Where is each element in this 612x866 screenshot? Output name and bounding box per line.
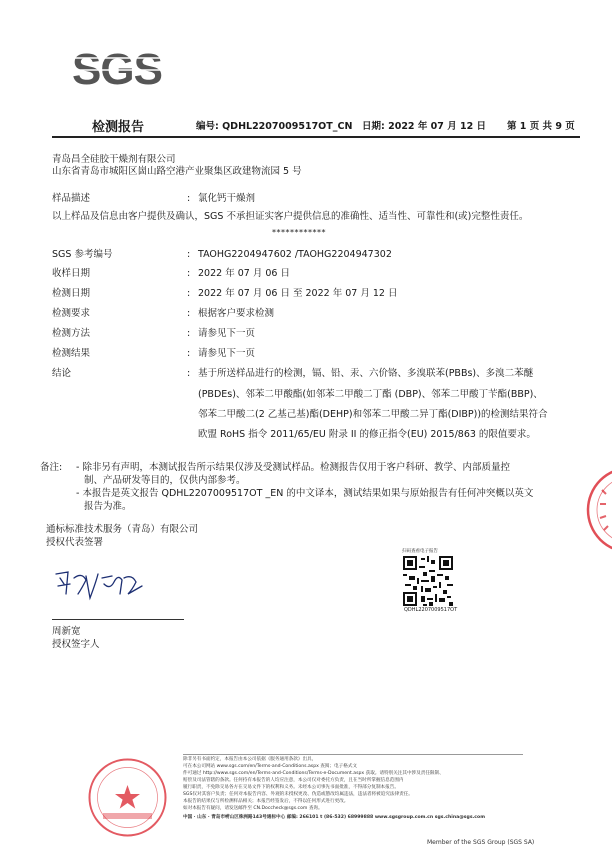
field-colon: : <box>187 249 191 260</box>
field-value: TAOHG2204947602 /TAOHG2204947302 <box>198 249 392 260</box>
footer-terms-line: 如对本报告有疑问，请发送邮件至 CN.Doccheck@sgs.com 查询。 <box>183 806 323 811</box>
sample-label: 样品描述 <box>52 193 91 204</box>
footer-terms-line: 赔偿及司法管辖的条款。任何持有本报告的人均应注意，本公司仅对委托方负责，且在当时所掌握信息范围内 <box>183 778 404 783</box>
notes-label: 备注: <box>40 462 63 473</box>
footer-terms-line: 除非另有书面约定，本报告由本公司依据《服务通用条款》出具， <box>183 757 317 762</box>
field-value: 2022 年 07 月 06 日 至 2022 年 07 月 12 日 <box>198 288 398 299</box>
qr-caption: 扫码查看电子报告 <box>402 549 438 554</box>
separator-stars: ************ <box>272 228 326 237</box>
field-colon: : <box>187 288 191 299</box>
signatory-company: 通标标准技术服务（青岛）有限公司 <box>46 524 199 535</box>
footer-terms-line: 本报告的结果仅与所检测样品相关；本报告经签发后，不得以任何形式进行更改。 <box>183 799 349 804</box>
sgs-logo-text: SGS <box>72 45 162 88</box>
sgs-logo <box>70 44 162 88</box>
inspection-seal-icon <box>85 755 170 840</box>
field-label: 检测结果 <box>52 348 91 359</box>
footer-terms-line: 件可通过 http://www.sgs.com/en/Terms-and-Conditions/Terms-e-Document.aspx 获取。请特别关注其中涉及责任限制、 <box>183 771 444 776</box>
field-colon: : <box>187 328 191 339</box>
field-label: 收样日期 <box>52 268 91 279</box>
field-label: 检测日期 <box>52 288 91 299</box>
field-colon: : <box>187 308 191 319</box>
footer-terms-line: 可在本公司网站 www.sgs.com/en/Terms-and-Conditions.aspx 查阅；电子格式文 <box>183 764 358 769</box>
conclusion-label: 结论 <box>52 368 72 379</box>
page-indicator: 第 1 页 共 9 页 <box>507 121 575 132</box>
client-name: 青岛昌全硅胶干燥剂有限公司 <box>52 154 176 165</box>
report-number: 编号: QDHL2207009517OT_CN <box>196 121 353 132</box>
field-colon: : <box>187 348 191 359</box>
footer-terms-line: SGS仅对其客户负责；任何对本报告内容、外观的未授权更改、伪造或篡改均属违法，违法者将被追究法律责任。 <box>183 792 413 797</box>
field-colon: : <box>187 268 191 279</box>
handwritten-signature <box>52 564 147 604</box>
client-address: 山东省青岛市城阳区崮山路空港产业聚集区政建物流园 5 号 <box>52 166 302 177</box>
footer-address: 中国 · 山东 · 青岛市崂山区株洲路143号通标中心 邮编: 266101 t (86-532) 68999888 www.sgsgroup.com.cn sgs.china@sgs.com <box>183 815 485 820</box>
conclusion-line: 邻苯二甲酸二(2 乙基己基)酯(DEHP)和邻苯二甲酸二异丁酯(DIBP))的检测结果符合 <box>198 409 548 420</box>
signatory-name: 周新宽 <box>52 626 81 637</box>
field-label: SGS 参考编号 <box>52 249 113 260</box>
authorized-representative: 授权代表签署 <box>46 537 104 548</box>
notes-line: 制、产品研发等目的，仅供内部参考。 <box>84 475 246 486</box>
report-title: 检测报告 <box>92 120 145 135</box>
footer-terms-line: 履行职责，不免除交易各方在交易文件下的权利和义务。未经本公司事先书面批准，不得部分复制本报告。 <box>183 785 399 790</box>
report-date: 日期: 2022 年 07 月 12 日 <box>362 121 487 132</box>
qr-report-id: QDHL2207009517OT <box>404 607 458 613</box>
field-value: 请参见下一页 <box>198 348 256 359</box>
signatory-role: 授权签字人 <box>52 639 100 650</box>
conclusion-line: 基于所送样品进行的检测，镉、铅、汞、六价铬、多溴联苯(PBBs)、多溴二苯醚 <box>198 368 534 379</box>
field-label: 检测要求 <box>52 308 91 319</box>
footer-divider <box>183 754 523 755</box>
conclusion-line: (PBDEs)、邻苯二甲酸酯(如邻苯二甲酸二丁酯 (DBP)、邻苯二甲酸丁苄酯(BBP)、 <box>198 389 543 400</box>
sample-colon: : <box>187 193 191 204</box>
field-value: 请参见下一页 <box>198 328 256 339</box>
sample-disclaimer: 以上样品及信息由客户提供及确认，SGS 不承担证实客户提供信息的准确性、适当性、可靠性和(或)完整性责任。 <box>52 211 529 222</box>
sample-value: 氯化钙干燥剂 <box>198 193 256 204</box>
field-value: 2022 年 07 月 06 日 <box>198 268 290 279</box>
header-divider <box>52 136 580 138</box>
conclusion-line: 欧盟 RoHS 指令 2011/65/EU 附录 II 的修正指令(EU) 2015/863 的限值要求。 <box>198 429 536 440</box>
field-label: 检测方法 <box>52 328 91 339</box>
notes-line: - 除非另有声明，本测试报告所示结果仅涉及受测试样品。检测报告仅用于客户科研、教学、内部质量控 <box>76 462 510 473</box>
notes-line: 报告为准。 <box>84 501 132 512</box>
conclusion-colon: : <box>187 368 191 379</box>
sgs-group-member: Member of the SGS Group (SGS SA) <box>427 839 535 846</box>
notes-line: - 本报告是英文报告 QDHL2207009517OT _EN 的中文译本，测试结果如果与原始报告有任何冲突概以英文 <box>76 488 534 499</box>
field-value: 根据客户要求检测 <box>198 308 275 319</box>
company-seal-icon <box>580 460 612 560</box>
signature-line <box>52 619 184 620</box>
qr-code-icon[interactable] <box>403 556 453 606</box>
